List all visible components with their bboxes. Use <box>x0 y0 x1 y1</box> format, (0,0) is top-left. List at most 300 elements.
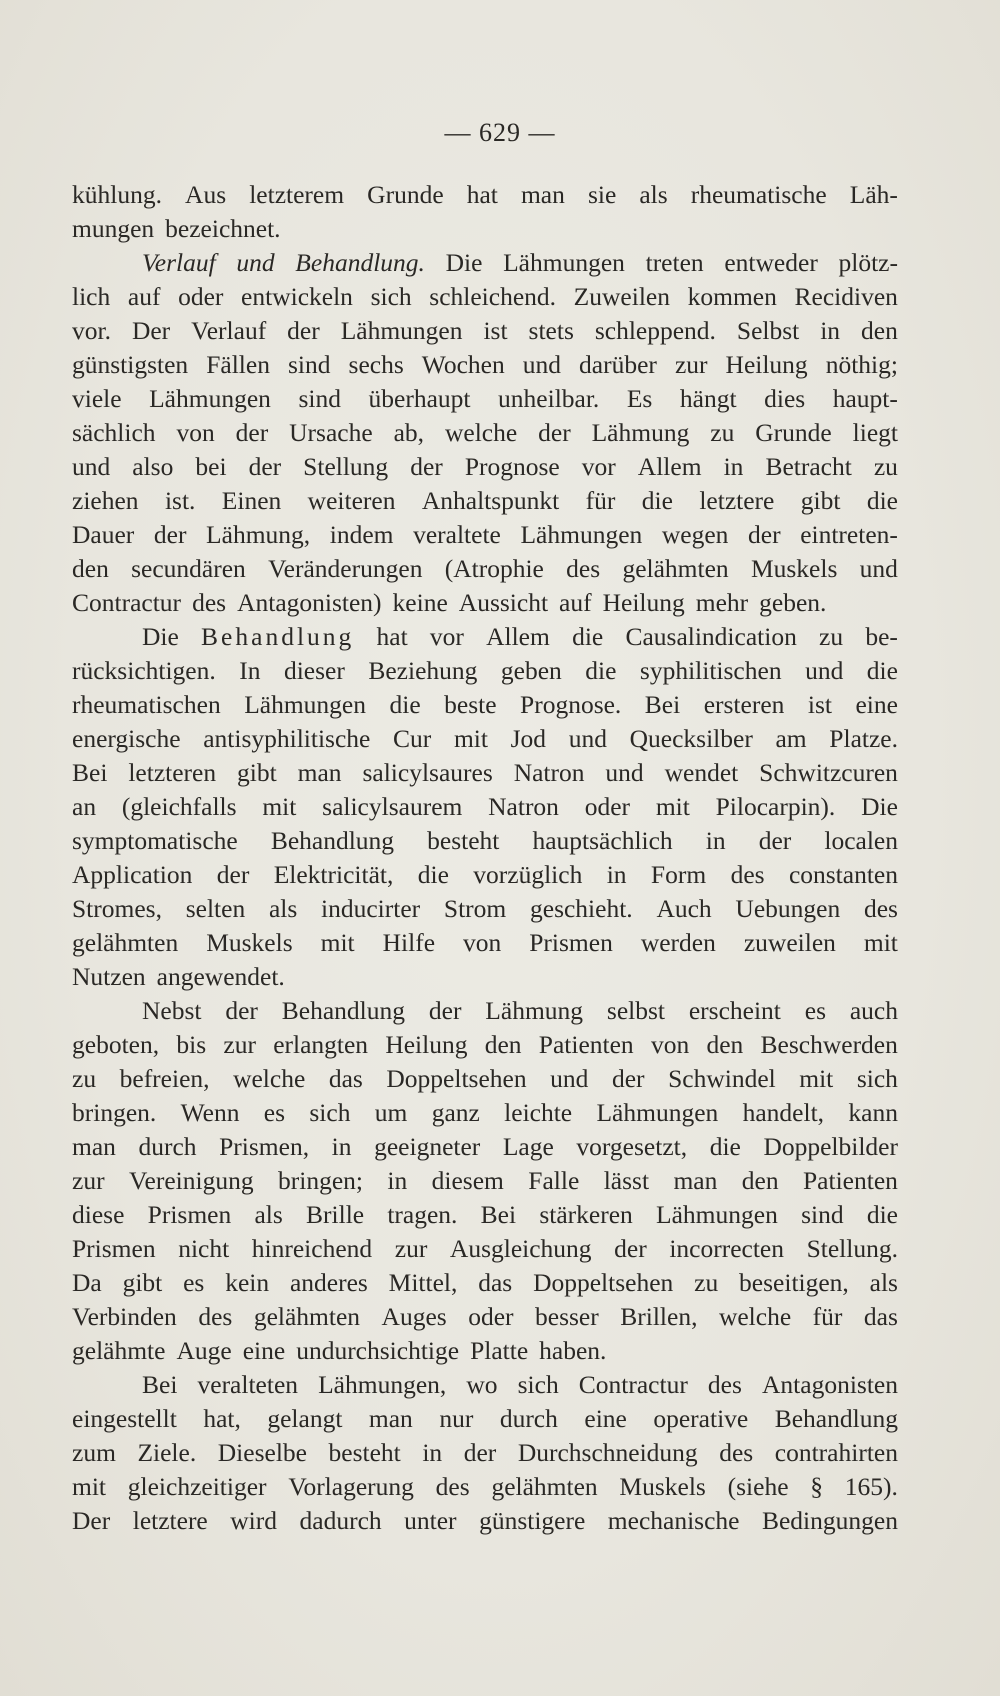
word: zu <box>72 1064 97 1093</box>
word: der <box>248 452 282 481</box>
word: Dauer <box>72 520 135 549</box>
word: der <box>225 996 258 1025</box>
word: sich <box>856 1064 898 1093</box>
word: mit <box>863 928 898 957</box>
word: der <box>758 826 792 855</box>
word: stärkeren <box>539 1200 633 1229</box>
word: Heilung <box>725 350 808 379</box>
word: Veränderungen <box>268 554 423 583</box>
word: Platte <box>470 1336 529 1365</box>
word: Lähmungen <box>149 384 271 413</box>
word: Betracht <box>765 452 852 481</box>
word: unheilbar. <box>498 384 600 413</box>
word: ab, <box>393 418 425 447</box>
word: Schwindel <box>668 1064 776 1093</box>
word: Verlauf <box>142 248 216 277</box>
word: dieser <box>283 656 345 685</box>
text-line <box>72 756 898 790</box>
word: darüber <box>579 350 657 379</box>
word: zu <box>873 452 898 481</box>
word: also <box>132 452 174 481</box>
word: für <box>585 486 616 515</box>
word: indem <box>329 520 394 549</box>
word: wegen <box>661 520 729 549</box>
word: veralteten <box>197 1370 299 1399</box>
word: die <box>389 690 421 719</box>
word: Behandlung. <box>295 248 425 277</box>
word: Patienten <box>538 1030 634 1059</box>
word: eintreten- <box>800 520 898 549</box>
word: sächlich <box>72 418 156 447</box>
word: Lähmungen <box>596 1098 719 1127</box>
word: Dieselbe <box>217 1438 307 1467</box>
word: man <box>520 180 565 209</box>
word: ersteren <box>703 690 785 719</box>
word: den <box>706 1030 744 1059</box>
word: gelähmten <box>491 1472 598 1501</box>
word: mehr <box>695 588 749 617</box>
word: die <box>866 1200 898 1229</box>
word: befreien, <box>119 1064 210 1093</box>
page-text <box>72 178 898 1538</box>
word: diesem <box>431 1166 504 1195</box>
word: des <box>707 1370 742 1399</box>
text-line <box>72 620 898 654</box>
word: hat <box>466 180 498 209</box>
word: Prognose. <box>520 690 622 719</box>
word: vor. <box>72 316 111 345</box>
text-line <box>72 960 898 994</box>
word: Jod <box>510 724 547 753</box>
word: und <box>236 248 275 277</box>
word: zu <box>694 1268 719 1297</box>
word: des <box>863 894 898 923</box>
word: Verbinden <box>72 1302 177 1331</box>
word: kein <box>225 1268 270 1297</box>
word: Auges <box>381 1302 447 1331</box>
word: vorzüglich <box>473 860 583 889</box>
word: rheumatische <box>690 180 827 209</box>
word: zu <box>819 622 844 651</box>
word: veraltete <box>413 520 501 549</box>
word: durch <box>499 1404 558 1433</box>
text-line <box>72 1334 898 1368</box>
word: Zuweilen <box>573 282 670 311</box>
word: leichte <box>504 1098 573 1127</box>
text-line <box>72 1368 898 1402</box>
word: welche <box>444 418 518 447</box>
word: des <box>435 1472 470 1501</box>
word: Natron <box>488 792 559 821</box>
word: in <box>387 1166 408 1195</box>
word: secundären <box>131 554 246 583</box>
word: Prismen <box>147 1200 232 1229</box>
word: oder <box>584 792 631 821</box>
word: ziehen <box>72 486 139 515</box>
word: geboten, <box>72 1030 160 1059</box>
word: (Atrophie <box>444 554 544 583</box>
word: die <box>641 486 673 515</box>
word: Allem <box>486 622 550 651</box>
word: sich <box>370 282 412 311</box>
word: die <box>572 622 604 651</box>
word: Schwitzcuren <box>759 758 898 787</box>
word: gelähmten <box>622 554 729 583</box>
word: um <box>374 1098 408 1127</box>
word: am <box>775 724 807 753</box>
word: keine <box>392 588 448 617</box>
word: treten <box>645 248 704 277</box>
word: vor <box>429 622 464 651</box>
word: als <box>254 1200 283 1229</box>
word: und <box>522 350 561 379</box>
word: Falle <box>528 1166 580 1195</box>
word: haupt- <box>832 384 898 413</box>
word: welche <box>233 1064 306 1093</box>
word: entweder <box>724 248 818 277</box>
word: Antagonisten <box>762 1370 898 1399</box>
word: für <box>812 1302 843 1331</box>
text-line <box>72 892 898 926</box>
word: Brille <box>306 1200 365 1229</box>
word: Lähmungen, <box>318 1370 447 1399</box>
word: symptomatische <box>72 826 238 855</box>
word: Ausgleichung <box>449 1234 592 1263</box>
text-line <box>72 824 898 858</box>
word: sie <box>587 180 617 209</box>
word: wird <box>230 1506 278 1535</box>
word: und <box>805 656 844 685</box>
word: günstigsten <box>72 350 189 379</box>
word: Doppeltsehen <box>533 1268 674 1297</box>
word: letztere <box>132 1506 208 1535</box>
word: wendet <box>664 758 739 787</box>
word: die <box>866 656 898 685</box>
word: syphilitischen <box>639 656 782 685</box>
word: Patienten <box>803 1166 898 1195</box>
word: letzterem <box>249 180 345 209</box>
word: Prognose <box>464 452 560 481</box>
word: es <box>804 996 826 1025</box>
word: Der <box>131 316 171 345</box>
word: erlangten <box>273 1030 369 1059</box>
word: sich <box>517 1370 559 1399</box>
word: zur <box>394 1234 428 1263</box>
word: hinreichend <box>251 1234 373 1263</box>
word: und <box>568 724 607 753</box>
text-line <box>72 246 898 280</box>
word: Doppeltsehen <box>386 1064 527 1093</box>
text-line <box>72 994 898 1028</box>
word: des <box>566 554 601 583</box>
word: gleichzeitiger <box>127 1472 267 1501</box>
text-line <box>72 518 898 552</box>
word: der <box>410 452 443 481</box>
word: mit <box>799 1064 834 1093</box>
word: Auge <box>176 1336 232 1365</box>
word: von <box>463 928 502 957</box>
word: Lähmungen <box>503 248 625 277</box>
word: ganz <box>431 1098 480 1127</box>
word: die <box>417 860 449 889</box>
word: undurchsichtige <box>296 1336 460 1365</box>
word: Verlauf <box>191 316 267 345</box>
word: schleichend. <box>429 282 557 311</box>
word: der <box>235 418 269 447</box>
word: Vereinigung <box>128 1166 254 1195</box>
text-line <box>72 586 898 620</box>
word: Läh- <box>849 180 898 209</box>
word: bis <box>176 1030 207 1059</box>
word: die <box>585 656 617 685</box>
word: und <box>550 1064 589 1093</box>
word: als <box>639 180 668 209</box>
word: gelähmten <box>72 928 179 957</box>
word: das <box>328 1064 363 1093</box>
word: als <box>869 1268 898 1297</box>
text-line <box>72 1504 898 1538</box>
word: constanten <box>788 860 898 889</box>
word: Bei <box>480 1200 517 1229</box>
word: und <box>859 554 898 583</box>
word: Die <box>445 248 483 277</box>
word: nur <box>439 1404 474 1433</box>
word: hat, <box>203 1404 241 1433</box>
word: das <box>478 1268 513 1297</box>
word: Muskels <box>750 554 838 583</box>
word: antisyphilitische <box>203 724 371 753</box>
page-number: — 629 — <box>444 118 556 147</box>
word: Selbst <box>736 316 800 345</box>
word: Fällen <box>206 350 270 379</box>
word: zur <box>223 1030 256 1059</box>
word: Prismen <box>72 1234 156 1263</box>
word: Behandlung <box>281 996 406 1025</box>
word: Anhaltspunkt <box>421 486 560 515</box>
word: In <box>239 656 261 685</box>
word: kann <box>848 1098 898 1127</box>
word: Ziele. <box>137 1438 197 1467</box>
word: zum <box>72 1438 116 1467</box>
word: hauptsächlich <box>532 826 673 855</box>
word: Beziehung <box>368 656 478 685</box>
word: diese <box>72 1200 125 1229</box>
word: das <box>863 1302 898 1331</box>
word: in <box>723 452 744 481</box>
word: Lähmung, <box>206 520 311 549</box>
word: mit <box>320 928 355 957</box>
word: Ursache <box>289 418 373 447</box>
word: (gleichfalls <box>121 792 237 821</box>
word: Stellung <box>303 452 389 481</box>
word: ist <box>807 690 832 719</box>
word: geben <box>500 656 562 685</box>
word: Wenn <box>180 1098 240 1127</box>
word: nöthig; <box>825 350 898 379</box>
word: contrahirten <box>774 1438 898 1467</box>
word: eine <box>242 1336 286 1365</box>
word: Nebst <box>142 996 202 1025</box>
word: gelangt <box>267 1404 343 1433</box>
word: energische <box>72 724 181 753</box>
word: wo <box>466 1370 498 1399</box>
text-line <box>72 314 898 348</box>
word: salicylsaures <box>362 758 493 787</box>
word: Platze. <box>829 724 898 753</box>
word: erscheint <box>688 996 781 1025</box>
word: mit <box>453 724 488 753</box>
word: Da <box>72 1268 102 1297</box>
word: sind <box>298 384 341 413</box>
word: man <box>368 1404 413 1433</box>
word: Nutzen <box>72 962 146 991</box>
word: Aussicht <box>458 588 549 617</box>
word: schleppend. <box>594 316 716 345</box>
word: Behandlung <box>201 622 355 651</box>
word: sind <box>801 1200 844 1229</box>
word: geeigneter <box>374 1132 481 1161</box>
word: den <box>484 1030 522 1059</box>
word: man <box>72 1132 116 1161</box>
word: Grunde <box>367 180 444 209</box>
word: beseitigen, <box>739 1268 849 1297</box>
text-line <box>72 416 898 450</box>
word: eine <box>584 1404 627 1433</box>
word: Lähmungen <box>520 520 643 549</box>
word: rheumatischen <box>72 690 221 719</box>
word: auf <box>127 282 161 311</box>
word: Behandlung <box>774 1404 898 1433</box>
word: der <box>538 418 571 447</box>
word: selbst <box>606 996 665 1025</box>
word: Doppelbilder <box>763 1132 898 1161</box>
word: inducirter <box>321 894 421 923</box>
word: vorgesetzt, <box>576 1132 688 1161</box>
paragraph <box>72 994 898 1368</box>
word: den <box>741 1166 779 1195</box>
text-line <box>72 1164 898 1198</box>
word: in <box>820 316 841 345</box>
word: unter <box>404 1506 457 1535</box>
word: Elektricität, <box>273 860 394 889</box>
word: Strom <box>443 894 507 923</box>
word: Form <box>650 860 707 889</box>
word: besteht <box>328 1438 401 1467</box>
text-line <box>72 348 898 382</box>
word: Prismen <box>529 928 613 957</box>
word: Vorlagerung <box>288 1472 414 1501</box>
word: besteht <box>427 826 500 855</box>
word: Causalindication <box>625 622 797 651</box>
word: rücksichtigen. <box>72 656 216 685</box>
word: bringen; <box>278 1166 363 1195</box>
word: selten <box>185 894 246 923</box>
word: oder <box>468 1302 514 1331</box>
word: man <box>673 1166 718 1195</box>
word: Antagonisten) <box>237 588 382 617</box>
word: dadurch <box>299 1506 382 1535</box>
word: viele <box>72 384 122 413</box>
word: nicht <box>178 1234 230 1263</box>
word: durch <box>138 1132 197 1161</box>
word: der <box>287 316 320 345</box>
word: eine <box>855 690 898 719</box>
word: als <box>268 894 298 923</box>
text-line <box>72 1266 898 1300</box>
word: zur <box>674 350 708 379</box>
word: Muskels <box>619 1472 706 1501</box>
text-line <box>72 858 898 892</box>
word: Bei <box>142 1370 178 1399</box>
word: (siehe <box>727 1472 789 1501</box>
word: den <box>861 316 898 345</box>
text-line <box>72 1130 898 1164</box>
word: incorrecten <box>669 1234 784 1263</box>
word: Aus <box>185 180 227 209</box>
word: des <box>198 1302 233 1331</box>
word: letztere <box>699 486 775 515</box>
word: 165). <box>844 1472 898 1501</box>
word: Lage <box>502 1132 554 1161</box>
word: Quecksilber <box>629 724 753 753</box>
word: mit <box>655 792 690 821</box>
word: Lähmungen <box>656 1200 778 1229</box>
word: der <box>614 1234 647 1263</box>
word: sich <box>309 1098 351 1127</box>
word: Lähmungen <box>244 690 366 719</box>
word: stets <box>528 316 574 345</box>
word: Recidiven <box>794 282 898 311</box>
word: beste <box>444 690 497 719</box>
word: § <box>810 1472 824 1501</box>
word: anderes <box>289 1268 368 1297</box>
word: Einen <box>221 486 282 515</box>
word: ist. <box>164 486 196 515</box>
text-line <box>72 688 898 722</box>
word: gibt <box>122 1268 163 1297</box>
word: der <box>748 520 781 549</box>
word: Allem <box>637 452 702 481</box>
word: der <box>153 520 187 549</box>
text-line <box>72 654 898 688</box>
word: Brillen, <box>620 1302 698 1331</box>
word: des <box>719 1438 754 1467</box>
word: überhaupt <box>368 384 471 413</box>
text-line <box>72 926 898 960</box>
word: Contractur <box>578 1370 688 1399</box>
word: Bedingungen <box>761 1506 898 1535</box>
word: Heilung <box>385 1030 468 1059</box>
word: plötz- <box>838 248 898 277</box>
word: Pilocarpin). <box>715 792 836 821</box>
text-line <box>72 1300 898 1334</box>
word: Stellung. <box>806 1234 898 1263</box>
word: Contractur <box>72 588 182 617</box>
word: mechanische <box>607 1506 740 1535</box>
text-line <box>72 382 898 416</box>
word: Beschwerden <box>760 1030 898 1059</box>
word: zu <box>710 418 735 447</box>
word: des <box>192 588 227 617</box>
word: in <box>331 1132 352 1161</box>
word: Grunde <box>755 418 832 447</box>
word: der <box>216 860 250 889</box>
word: Cur <box>393 724 432 753</box>
word: letzteren <box>128 758 217 787</box>
word: sind <box>287 350 331 379</box>
text-line <box>72 1096 898 1130</box>
word: localen <box>824 826 898 855</box>
